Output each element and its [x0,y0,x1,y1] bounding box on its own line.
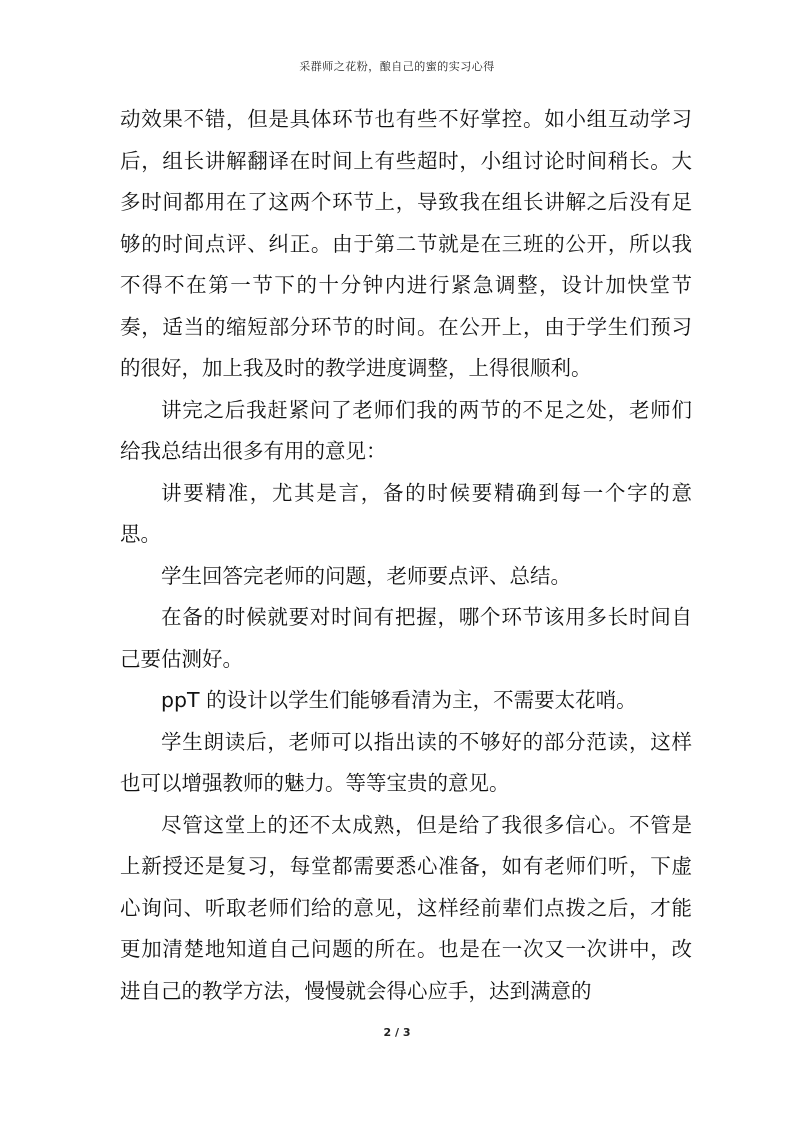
page-number: 2 / 3 [383,1026,411,1039]
paragraph: 在备的时候就要对时间有把握，哪个环节该用多长时间自己要估测好。 [120,605,692,671]
document-body [120,99,692,1012]
paragraph: 学生朗读后，老师可以指出读的不够好的部分范读，这样也可以增强教师的魅力。等等宝贵的意见。 [120,729,692,795]
page-header: 采群师之花粉，酿自己的蜜的实习心得 [299,60,495,73]
paragraph: ppT 的设计以学生们能够看清为主，不需要太花哨。 [161,688,637,712]
paragraph: 尽管这堂上的还不太成熟，但是给了我很多信心。不管是上新授还是复习，每堂都需要悉心准备，如有老师们听，下虚心询问、听取老师们给的意见，这样经前辈们点拨之后，才能更加清楚地知道自己问题的所在。也是在一次又一次讲中，改进自己的教学方法，慢慢就会得心应手，达到满意的 [120,812,692,1003]
paragraph: 学生回答完老师的问题，老师要点评、总结。 [161,563,571,588]
paragraph: 讲要精准，尤其是言，备的时候要精确到每一个字的意思。 [120,480,692,546]
paragraph: 讲完之后我赶紧问了老师们我的两节的不足之处，老师们给我总结出很多有用的意见： [120,397,692,463]
paragraph: 动效果不错，但是具体环节也有些不好掌控。如小组互动学习后，组长讲解翻译在时间上有些超时，小组讨论时间稍长。大多时间都用在了这两个环节上，导致我在组长讲解之后没有足够的时间点评、纠正。由于第二节就是在三班的公开，所以我不得不在第一节下的十分钟内进行紧急调整，设计加快堂节奏，适当的缩短部分环节的时间。在公开上，由于学生们预习的很好，加上我及时的教学进度调整，上得很顺利。 [120,107,692,380]
